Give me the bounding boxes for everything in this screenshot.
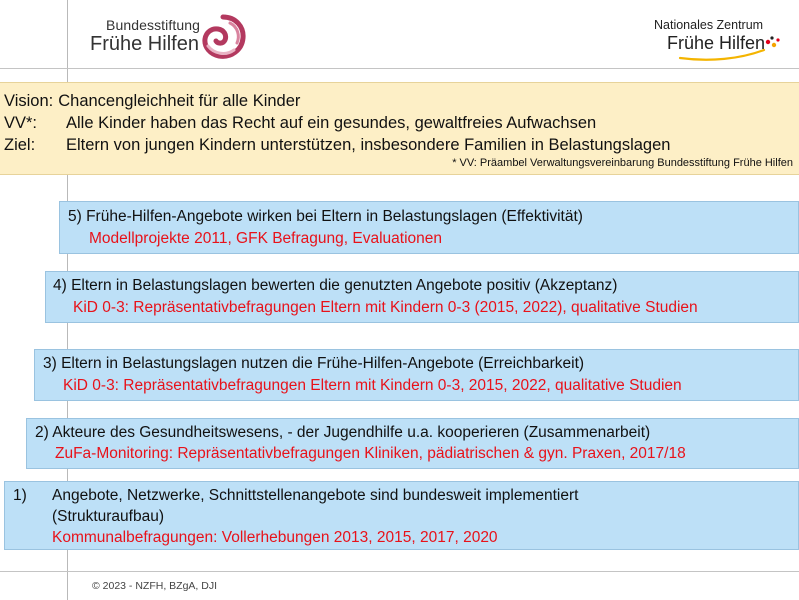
logo-left-line2: Frühe Hilfen xyxy=(90,33,199,55)
vv-row xyxy=(4,114,596,133)
level-5-box xyxy=(59,201,799,254)
vv-text: Alle Kinder haben das Recht auf ein gesundes, gewaltfreies Aufwachsen xyxy=(66,114,597,132)
vision-row xyxy=(4,92,300,111)
level-5-title: 5) Frühe-Hilfen-Angebote wirken bei Eltern in Belastungslagen (Effektivität) xyxy=(68,208,583,225)
level-1-number: 1) xyxy=(13,487,27,504)
level-3-box xyxy=(34,349,799,401)
logo-right-line1: Nationales Zentrum xyxy=(654,18,764,32)
footer-divider xyxy=(0,571,799,572)
level-2-title: 2) Akteure des Gesundheitswesens, - der Jugendhilfe u.a. kooperieren (Zusammenarbeit) xyxy=(35,424,651,441)
vision-label: Vision: xyxy=(4,92,54,110)
level-3-title: 3) Eltern in Belastungslagen nutzen die Frühe-Hilfen-Angebote (Erreichbarkeit) xyxy=(43,355,585,372)
level-5-source: Modellprojekte 2011, GFK Befragung, Evaluationen xyxy=(89,230,442,247)
level-2-box xyxy=(26,418,799,469)
copyright: © 2023 - NZFH, BZgA, DJI xyxy=(92,580,218,592)
vision-panel xyxy=(0,82,799,175)
logo-bundesstiftung xyxy=(90,14,260,60)
vv-label: VV*: xyxy=(4,114,38,132)
ziel-label: Ziel: xyxy=(4,136,36,154)
ziel-text: Eltern von jungen Kindern unterstützen, insbesondere Familien in Belastungslagen xyxy=(66,136,671,154)
vision-footnote: * VV: Präambel Verwaltungsvereinbarung Bundesstiftung Frühe Hilfen xyxy=(452,157,793,169)
level-4-box xyxy=(45,271,799,323)
level-3-source: KiD 0-3: Repräsentativbefragungen Eltern mit Kindern 0-3, 2015, 2022, qualitative Studien xyxy=(63,377,682,394)
level-1-title-continued: (Strukturaufbau) xyxy=(52,508,164,525)
swirl-logo-icon xyxy=(200,14,246,60)
logo-right-line2: Frühe Hilfen xyxy=(667,33,766,53)
ziel-row xyxy=(4,136,670,155)
level-1-box xyxy=(4,481,799,550)
header-divider xyxy=(0,68,799,69)
vision-text: Chancengleichheit für alle Kinder xyxy=(58,92,301,110)
level-1-title: Angebote, Netzwerke, Schnittstellenangebote sind bundesweit implementiert xyxy=(52,487,579,504)
level-4-title: 4) Eltern in Belastungslagen bewerten die genutzten Angebote positiv (Akzeptanz) xyxy=(53,277,618,294)
logo-left-line1: Bundesstiftung xyxy=(106,17,201,33)
level-1-source: Kommunalbefragungen: Vollerhebungen 2013, 2015, 2017, 2020 xyxy=(52,529,498,546)
dots-swoosh-icon xyxy=(640,12,790,64)
level-4-source: KiD 0-3: Repräsentativbefragungen Eltern mit Kindern 0-3 (2015, 2022), qualitative Studien xyxy=(73,299,698,316)
logo-nzfh xyxy=(640,12,790,64)
level-2-source: ZuFa-Monitoring: Repräsentativbefragungen Kliniken, pädiatrischen & gyn. Praxen, 2017/18 xyxy=(55,445,686,462)
